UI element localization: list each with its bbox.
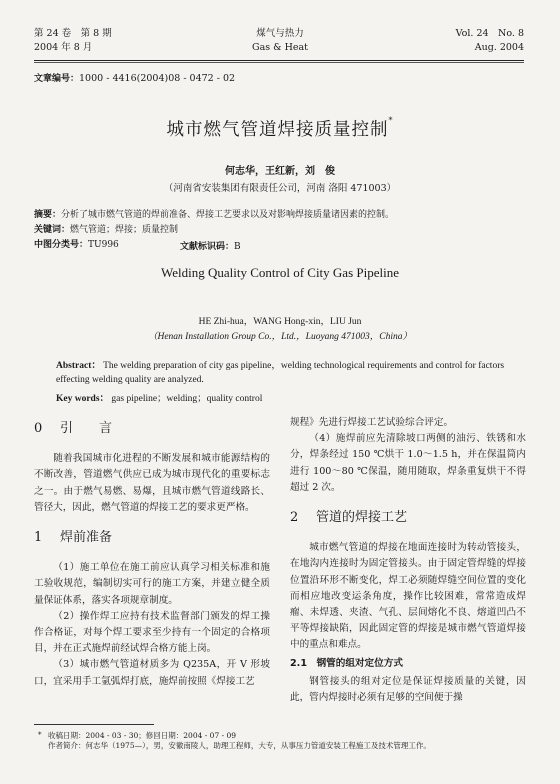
affiliation-en: （Henan Installation Group Co.，Ltd.，Luoyang 471003，China） <box>147 332 413 342</box>
document-code <box>180 239 241 252</box>
classification-label: 中图分类号： <box>34 240 89 250</box>
paper-title-cn-text: 城市燃气管道焊接质量控制 <box>166 120 389 140</box>
section-title: 引 言 <box>60 421 113 436</box>
keywords-en-text: gas pipeline；welding；quality control <box>111 394 263 404</box>
authors-en: HE Zhi-hua，WANG Hong-xin，LIU Jun <box>198 317 362 327</box>
header-volume-issue: 第 24 卷 第 8 期 <box>34 28 112 39</box>
article-number <box>34 71 235 84</box>
affiliation-cn: （河南省安装集团有限责任公司，河南 洛阳 471003） <box>163 183 397 194</box>
paper-title-cn <box>0 116 560 141</box>
keywords-cn-label: 关键词： <box>34 225 71 235</box>
abstract-en <box>56 359 516 387</box>
footnote-received-date: 收稿日期：2004 - 03 - 30；修回日期：2004 - 07 - 09 <box>48 731 237 740</box>
authors-cn: 何志华，王红新，刘 俊 <box>225 166 335 177</box>
paragraph: （3）城市燃气管道材质多为 Q235A，开 V 形坡口，宜采用手工氩弧焊打底，施焊前按照《焊接工艺 <box>34 659 270 687</box>
paragraph: 城市燃气管道的焊接在地面连接时为转动管接头，在地沟内连接时为固定管接头。由于固定管焊缝的焊接位置沿环形不断变化，焊工必须随焊缝空间位置的变化而相应地改变运条角度，操作比较困难，常常造成焊瘤、未焊透、夹渣、气孔、层间熔化不良、熔道凹凸不平等焊接缺陷，因此固定管的焊接是城市燃气管道焊接中的重点和难点。 <box>290 542 526 651</box>
section-number: 2 <box>290 510 299 526</box>
header-date: 2004 年 8 月 <box>34 42 93 53</box>
article-number-value: 1000 - 4416(2004)08 - 0472 - 02 <box>79 73 236 84</box>
abstract-cn-text: 分析了城市燃气管道的焊前准备、焊接工艺要求以及对影响焊接质量诸因素的控制。 <box>61 210 395 220</box>
footnote-author-bio: 作者简介：何志华（1975—），男，安徽南陵人，助理工程师，大专，从事压力管道安装工程施工及技术管理工作。 <box>48 741 431 750</box>
paragraph: 规程》先进行焊接工艺试验综合评定。 <box>290 417 454 428</box>
body-column-right <box>290 415 526 706</box>
classification-value: TU996 <box>88 240 119 250</box>
journal-name-cn: 煤气与热力 <box>256 28 304 39</box>
section-title: 管道的焊接工艺 <box>316 510 408 526</box>
paragraph: 随着我国城市化进程的不断发展和城市能源结构的不断改善，管道燃气供应已成为城市现代化的重要标志之一。由于燃气易燃、易爆，且城市燃气管道线路长、管径大，因此，燃气管道的焊接工艺的要求更严格。 <box>34 453 270 513</box>
article-number-label: 文章编号： <box>34 74 80 84</box>
abstract-cn-label: 摘要： <box>34 210 62 220</box>
journal-name-en: Gas & Heat <box>251 42 308 53</box>
subsection-heading: 2.1 钢管的组对定位方式 <box>290 657 403 669</box>
section-heading-2 <box>290 510 526 526</box>
header-month: Aug. 2004 <box>474 42 524 53</box>
paragraph: （2）操作焊工应持有技术监督部门颁发的焊工操作合格证，对每个焊工要求至少持有一个固定的合格项目，并在正式施焊前经试焊合格方能上岗。 <box>34 610 270 655</box>
section-heading-1 <box>34 530 270 546</box>
body-column-left <box>34 415 270 690</box>
section-number: 1 <box>34 530 43 546</box>
keywords-en <box>56 390 262 404</box>
title-footnote-mark: * <box>388 116 394 125</box>
abstract-en-label: Abstract： <box>56 361 101 371</box>
abstract-en-text: The welding preparation of city gas pipeline，welding technological requirements and control for factors effecting welding quality are analyzed. <box>56 361 505 385</box>
keywords-cn <box>34 224 178 237</box>
header-volume-en <box>456 27 524 55</box>
abstract-cn <box>34 209 394 222</box>
section-title: 焊前准备 <box>60 530 113 546</box>
keywords-cn-text: 燃气管道；焊接；质量控制 <box>70 225 179 235</box>
paragraph: 钢管接头的组对定位是保证焊接质量的关键，因此，管内焊接时必须有足够的空间便于操 <box>290 675 526 704</box>
document-code-label: 文献标识码： <box>180 242 235 252</box>
paragraph: （4）施焊前应先清除坡口两侧的油污、铁锈和水分，焊条经过 150 ℃烘干 1.0～1.5 h，并在保温筒内进行 100～80 ℃保温，随用随取，焊条重复烘干不得超过 2 次。 <box>290 433 526 493</box>
classification-number <box>34 239 119 252</box>
section-heading-0 <box>34 421 270 437</box>
document-code-value: B <box>234 242 241 252</box>
header-vol-no: Vol. 24 No. 8 <box>455 28 524 39</box>
header-divider <box>34 60 524 61</box>
section-number: 0 <box>34 421 43 436</box>
footnote-divider <box>34 724 154 725</box>
keywords-en-label: Key words： <box>56 394 110 404</box>
paragraph: （1）施工单位在施工前应认真学习相关标准和施工验收规范，编制切实可行的施工方案，并建立健全质量保证体系，落实各项规章制度。 <box>34 562 270 606</box>
footnote-bullet: * <box>38 731 42 739</box>
paper-title-en: Welding Quality Control of City Gas Pipeline <box>161 265 399 280</box>
header-divider-thin <box>34 62 524 63</box>
